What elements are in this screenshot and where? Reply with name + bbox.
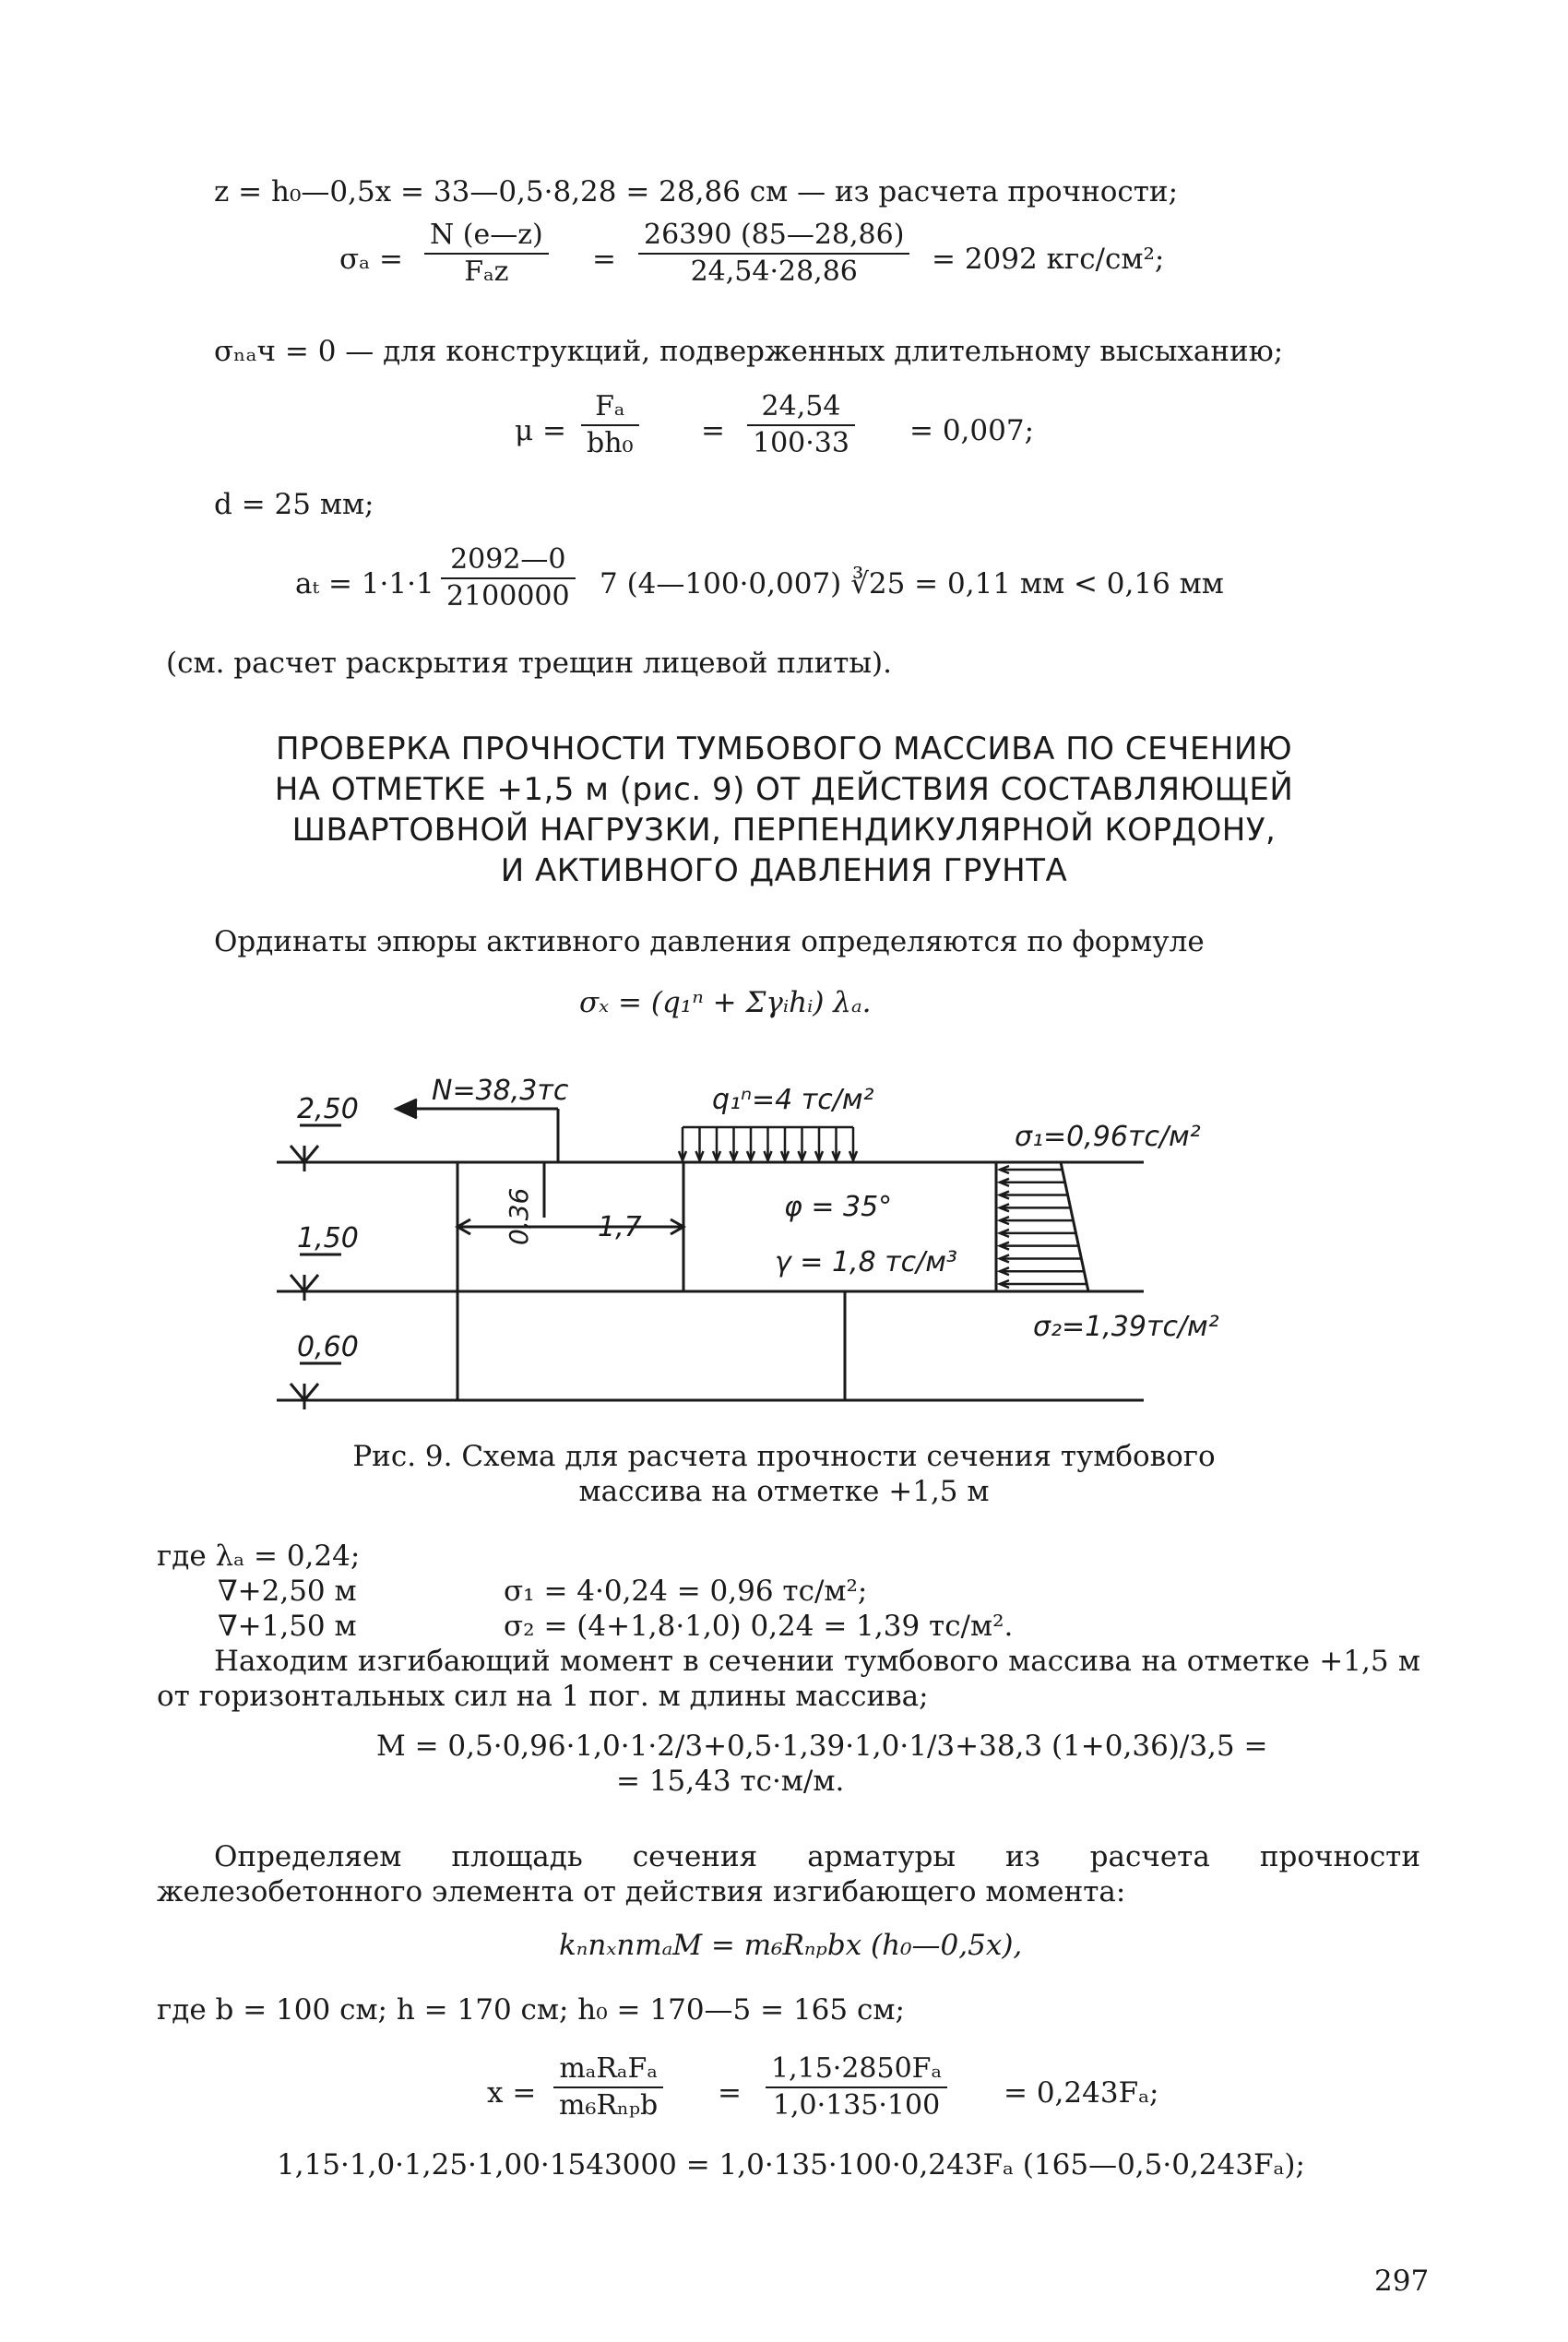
d-line: d = 25 мм;	[214, 488, 374, 521]
sigma-a-result: = 2092 кгс/см²;	[932, 243, 1165, 276]
fraction-numerator: N (e—z)	[424, 220, 549, 255]
mark-250: ∇+2,50 м	[218, 1575, 357, 1608]
dimension-label-036: 0,36	[504, 1187, 534, 1245]
paragraph-moment: Находим изгибающий момент в сечении тумбового массива на отметке +1,5 м от горизонтальных сил на 1 пог. м длины массива;	[157, 1645, 1420, 1713]
gamma-label: γ = 1,8 тс/м³	[775, 1246, 957, 1278]
x-lhs: x =	[487, 2076, 537, 2110]
heading-line-3: ШВАРТОВНОЙ НАГРУЗКИ, ПЕРПЕНДИКУЛЯРНОЙ КОРДОНУ,	[291, 812, 1277, 849]
moment-formula-line-1: M = 0,5·0,96·1,0·1·2/3+0,5·1,39·1,0·1/3+38,3 (1+0,36)/3,5 =	[376, 1730, 1268, 1763]
sigma1-label: σ₁=0,96тс/м²	[1015, 1121, 1201, 1153]
phi-label: φ = 35°	[784, 1191, 893, 1223]
dimension-label-17: 1,7	[598, 1211, 642, 1243]
sigma2-label: σ₂=1,39тс/м²	[1033, 1311, 1219, 1343]
fraction-numerator: 24,54	[747, 391, 855, 426]
dimensions-line: где b = 100 см; h = 170 см; h₀ = 170—5 = 165 см;	[157, 1993, 905, 2027]
level-label-060: 0,60	[297, 1331, 359, 1363]
heading-line-1: ПРОВЕРКА ПРОЧНОСТИ ТУМБОВОГО МАССИВА ПО СЕЧЕНИЮ	[275, 731, 1293, 767]
sigma-nach-line: σₙₐч = 0 — для конструкций, подверженных длительному высыханию;	[214, 335, 1284, 368]
mark-150: ∇+1,50 м	[218, 1610, 357, 1643]
bending-strength-formula: kₙnₓnmₐM = m₆Rₙₚbx (h₀—0,5x),	[559, 1929, 1023, 1962]
fraction-numerator: 2092—0	[441, 544, 576, 579]
distributed-load-arrows	[679, 1127, 857, 1160]
sigma-a-lhs: σₐ =	[339, 243, 403, 276]
intro-text: Ординаты эпюры активного давления определяются по формуле	[214, 925, 1205, 958]
z-formula-line: z = h₀—0,5x = 33—0,5·8,28 = 28,86 см — из расчета прочности;	[214, 175, 1179, 208]
fraction-denominator: 1,0·135·100	[772, 2089, 941, 2122]
figure-caption-line-1: Рис. 9. Схема для расчета прочности сечения тумбового	[352, 1440, 1216, 1473]
final-equation-line: 1,15·1,0·1,25·1,00·1543000 = 1,0·135·100·0,243Fₐ (165—0,5·0,243Fₐ);	[277, 2148, 1305, 2182]
sigma2-calc: σ₂ = (4+1,8·1,0) 0,24 = 1,39 тс/м².	[504, 1610, 1014, 1643]
at-fraction	[441, 544, 576, 612]
equals-sign: =	[701, 414, 725, 447]
fraction-denominator: 2100000	[446, 580, 570, 612]
fraction-denominator: Fₐz	[464, 256, 509, 288]
equals-sign: =	[718, 2076, 742, 2110]
fraction-denominator: 100·33	[753, 427, 849, 459]
fraction-numerator: Fₐ	[581, 391, 639, 426]
fraction-numerator: 1,15·2850Fₐ	[766, 2053, 947, 2088]
level-label-150: 1,50	[297, 1222, 359, 1254]
sigma-x-formula: σₓ = (q₁ⁿ + Σγᵢhᵢ) λₐ.	[579, 986, 872, 1019]
mu-fraction-2	[747, 391, 855, 459]
fraction-denominator: 24,54·28,86	[690, 256, 858, 288]
force-label: N=38,3тс	[432, 1075, 569, 1107]
x-fraction-2	[766, 2053, 947, 2122]
fraction-numerator: 26390 (85—28,86)	[638, 220, 909, 255]
level-label-250: 2,50	[297, 1093, 359, 1125]
sigma-a-fraction-2	[638, 220, 909, 288]
at-result: 7 (4—100·0,007) ∛25 = 0,11 мм < 0,16 мм	[600, 567, 1224, 600]
mu-result: = 0,007;	[909, 414, 1035, 447]
heading-line-4: И АКТИВНОГО ДАВЛЕНИЯ ГРУНТА	[500, 852, 1068, 889]
equals-sign: =	[592, 243, 616, 276]
fraction-numerator: mₐRₐFₐ	[553, 2053, 663, 2088]
page-number: 297	[1374, 2265, 1430, 2298]
lambda-line: где λₐ = 0,24;	[157, 1540, 361, 1573]
x-result: = 0,243Fₐ;	[1004, 2076, 1159, 2110]
sigma1-calc: σ₁ = 4·0,24 = 0,96 тс/м²;	[504, 1575, 868, 1608]
mu-fraction-1	[581, 391, 639, 459]
fraction-denominator: m₆Rₙₚb	[559, 2089, 659, 2122]
lower-block	[457, 1291, 845, 1400]
moment-formula-line-2: = 15,43 тс·м/м.	[616, 1765, 845, 1798]
at-lhs: aₜ = 1·1·1	[295, 567, 434, 600]
x-fraction-1	[553, 2053, 663, 2122]
level-markers	[291, 1125, 341, 1409]
figure-caption-line-2: массива на отметке +1,5 м	[578, 1475, 990, 1508]
reference-line: (см. расчет раскрытия трещин лицевой плиты).	[166, 647, 893, 680]
heading-line-2: НА ОТМЕТКЕ +1,5 м (рис. 9) ОТ ДЕЙСТВИЯ СОСТАВЛЯЮЩЕЙ	[274, 771, 1294, 808]
fraction-denominator: bh₀	[587, 427, 634, 459]
figure-9-diagram	[0, 1061, 1568, 1411]
mu-lhs: μ =	[515, 414, 566, 447]
sigma-a-fraction-1	[424, 220, 549, 288]
load-label: q₁ⁿ=4 тс/м²	[712, 1084, 874, 1116]
paragraph-reinforcement: Определяем площадь сечения арматуры из расчета прочности железобетонного элемента от действия изгибающего момента:	[157, 1840, 1420, 1908]
